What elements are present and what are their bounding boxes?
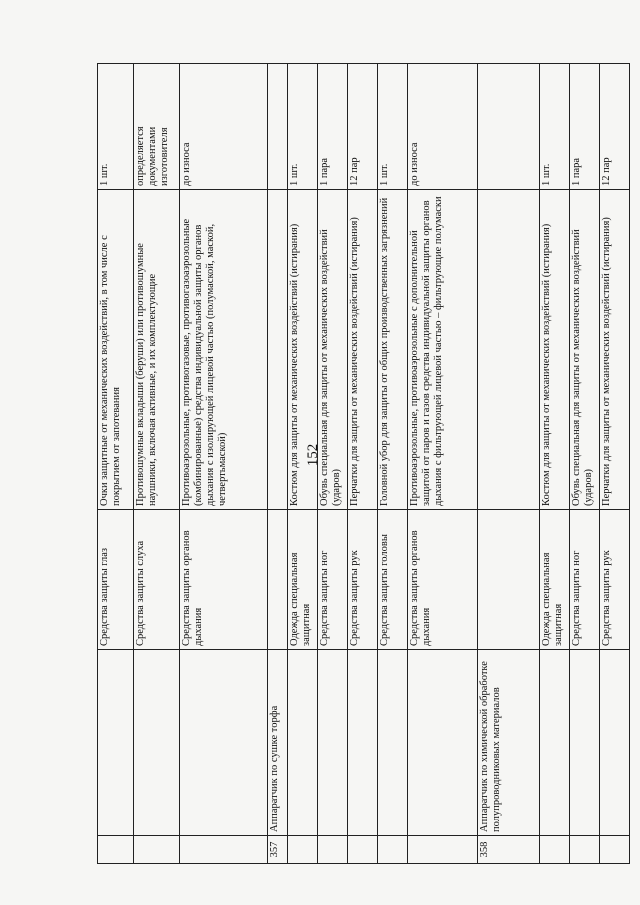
position-name [98, 650, 134, 836]
ppe-type: Средства защиты ног [318, 510, 348, 650]
position-name [378, 650, 408, 836]
issue-quantity: до износа [408, 64, 478, 190]
ppe-type: Средства защиты глаз [98, 510, 134, 650]
position-name [318, 650, 348, 836]
document-page [97, 64, 612, 864]
position-name [408, 650, 478, 836]
ppe-type: Средства защиты головы [378, 510, 408, 650]
table-row [600, 64, 630, 864]
position-name [348, 650, 378, 836]
ppe-specification [478, 190, 540, 510]
position-name [570, 650, 600, 836]
row-number [348, 836, 378, 864]
ppe-type: Одежда специальная защитная [288, 510, 318, 650]
issue-quantity: 1 шт. [540, 64, 570, 190]
table-row [288, 64, 318, 864]
ppe-type: Средства защиты слуха [134, 510, 180, 650]
issue-quantity: 12 пар [600, 64, 630, 190]
ppe-type: Средства защиты органов дыхания [408, 510, 478, 650]
ppe-table [97, 63, 630, 864]
row-number: 358 [478, 836, 540, 864]
ppe-type: Средства защиты рук [600, 510, 630, 650]
ppe-specification: Обувь специальная для защиты от механических воздействий (ударов) [318, 190, 348, 510]
issue-quantity: 1 шт. [98, 64, 134, 190]
ppe-specification: Противоаэрозольные, противогазовые, противогазоаэрозольные (комбинированные) средства индивидуальной защиты органов дыхания с изолирующей лицевой частью (полумаской, маской, четвертьмаской) [180, 190, 268, 510]
table-row [540, 64, 570, 864]
table-row [408, 64, 478, 864]
issue-quantity: 1 пара [318, 64, 348, 190]
table-row [318, 64, 348, 864]
ppe-specification: Очки защитные от механических воздействий, в том числе с покрытием от запотевания [98, 190, 134, 510]
table-row [348, 64, 378, 864]
ppe-specification: Костюм для защиты от механических воздействий (истирания) [540, 190, 570, 510]
row-number [600, 836, 630, 864]
ppe-specification: Костюм для защиты от механических воздействий (истирания) [288, 190, 318, 510]
row-number [378, 836, 408, 864]
issue-quantity [268, 64, 288, 190]
position-name: Аппаратчик по химической обработке полупроводниковых материалов [478, 650, 540, 836]
table-row [268, 64, 288, 864]
row-number [98, 836, 134, 864]
ppe-type: Средства защиты ног [570, 510, 600, 650]
table-row [378, 64, 408, 864]
ppe-specification: Противошумные вкладыши (беруши) или противошумные наушники, включая активные, и их комплектующие [134, 190, 180, 510]
table-row [478, 64, 540, 864]
table-row [180, 64, 268, 864]
row-number [540, 836, 570, 864]
row-number [288, 836, 318, 864]
issue-quantity: 12 пар [348, 64, 378, 190]
issue-quantity: 1 шт. [288, 64, 318, 190]
ppe-specification: Противоаэрозольные, противоаэрозольные с дополнительной защитой от паров и газов средства индивидуальной защиты органов дыхания с фильтрующей лицевой частью – фильтрующие полумаски [408, 190, 478, 510]
ppe-specification: Перчатки для защиты от механических воздействий (истирания) [600, 190, 630, 510]
table-row [98, 64, 134, 864]
ppe-type: Одежда специальная защитная [540, 510, 570, 650]
position-name [540, 650, 570, 836]
position-name [600, 650, 630, 836]
table-row [134, 64, 180, 864]
issue-quantity [478, 64, 540, 190]
ppe-type [268, 510, 288, 650]
issue-quantity: до износа [180, 64, 268, 190]
row-number [570, 836, 600, 864]
ppe-specification: Перчатки для защиты от механических воздействий (истирания) [348, 190, 378, 510]
ppe-type [478, 510, 540, 650]
position-name [134, 650, 180, 836]
position-name [288, 650, 318, 836]
issue-quantity: 1 пара [570, 64, 600, 190]
ppe-specification [268, 190, 288, 510]
row-number: 357 [268, 836, 288, 864]
row-number [408, 836, 478, 864]
ppe-type: Средства защиты органов дыхания [180, 510, 268, 650]
table-row [570, 64, 600, 864]
position-name: Аппаратчик по сушке торфа [268, 650, 288, 836]
ppe-specification: Головной убор для защиты от общих производственных загрязнений [378, 190, 408, 510]
row-number [134, 836, 180, 864]
position-name [180, 650, 268, 836]
ppe-specification: Обувь специальная для защиты от механических воздействий (ударов) [570, 190, 600, 510]
page-number: 152 [305, 443, 321, 467]
row-number [180, 836, 268, 864]
issue-quantity: 1 шт. [378, 64, 408, 190]
row-number [318, 836, 348, 864]
ppe-type: Средства защиты рук [348, 510, 378, 650]
issue-quantity: определяется документами изготовителя [134, 64, 180, 190]
